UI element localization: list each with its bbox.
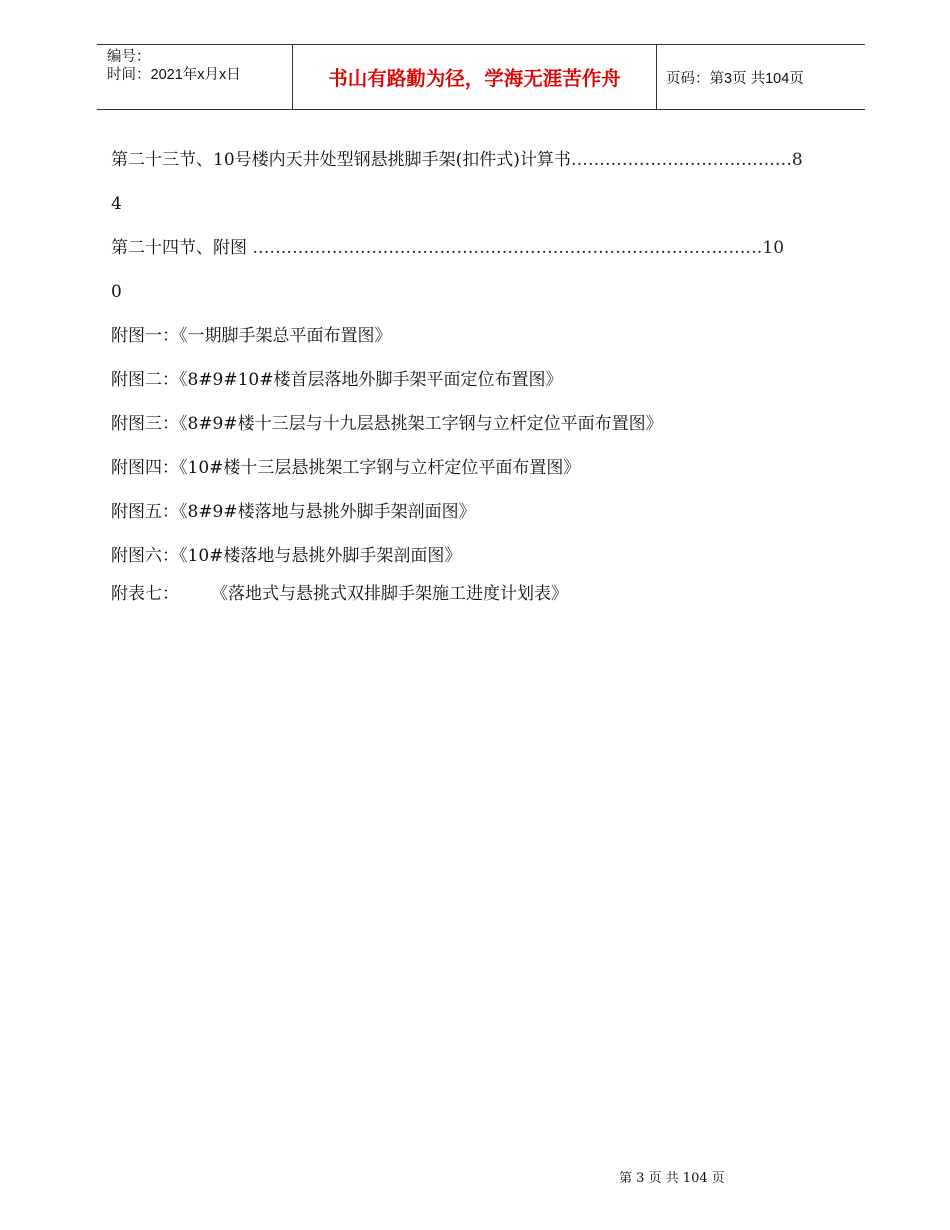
page-of: 第3页 共104页 (709, 70, 804, 87)
appendix-item (111, 494, 856, 538)
time-value: 2021年x月x日 (150, 67, 241, 83)
appendix-label: 附图二： (111, 370, 179, 390)
appendix-title: 《10#楼十三层悬挑架工字钢与立杆定位平面布置图》 (179, 458, 581, 478)
toc-entry-leader: …………………………………8 (570, 150, 803, 170)
appendix-label: 附表七： (111, 584, 179, 604)
time-label: 时间： (107, 67, 151, 83)
appendix-label: 附图六： (111, 546, 179, 566)
header-page-cell (657, 45, 865, 109)
appendix-label: 附图四： (111, 458, 179, 478)
header-motto: 书山有路勤为径，学海无涯苦作舟 (293, 45, 657, 109)
appendix-item (111, 362, 856, 406)
toc-entry-24 (111, 230, 856, 274)
appendix-title: 《10#楼落地与悬挑外脚手架剖面图》 (179, 546, 462, 566)
table-of-contents (111, 142, 856, 620)
appendix-item (111, 318, 856, 362)
header-info-cell (97, 45, 293, 109)
appendix-label: 附图五： (111, 502, 179, 522)
appendix-title: 《8#9#10#楼首层落地外脚手架平面定位布置图》 (179, 370, 563, 390)
appendix-item (111, 406, 856, 450)
appendix-label: 附图一： (111, 326, 179, 346)
toc-entry-text: 第二十四节、附图 (111, 238, 253, 258)
page-header (97, 44, 865, 110)
appendix-title: 《8#9#楼十三层与十九层悬挑架工字钢与立杆定位平面布置图》 (179, 414, 663, 434)
toc-entry-wrap: 0 (111, 282, 122, 302)
toc-entry-23 (111, 142, 856, 186)
appendix-title: 《落地式与悬挑式双排脚手架施工进度计划表》 (211, 584, 568, 604)
footer-page-number: 第 3 页 共 104 页 (619, 1171, 725, 1186)
appendix-item (111, 576, 856, 620)
document-number-label: 编号： (107, 49, 151, 65)
toc-entry-text: 第二十三节、10号楼内天井处型钢悬挑脚手架(扣件式)计算书 (111, 150, 571, 170)
appendix-item (111, 450, 856, 494)
appendix-item (111, 538, 856, 576)
appendix-label: 附图三： (111, 414, 179, 434)
toc-entry-wrap: 4 (111, 194, 122, 214)
appendix-title: 《一期脚手架总平面布置图》 (179, 326, 392, 346)
page-label: 页码： (666, 70, 710, 87)
document-time (107, 66, 292, 84)
appendix-title: 《8#9#楼落地与悬挑外脚手架剖面图》 (179, 502, 476, 522)
toc-entry-leader: ………………………………………………………………………………10 (252, 238, 785, 258)
